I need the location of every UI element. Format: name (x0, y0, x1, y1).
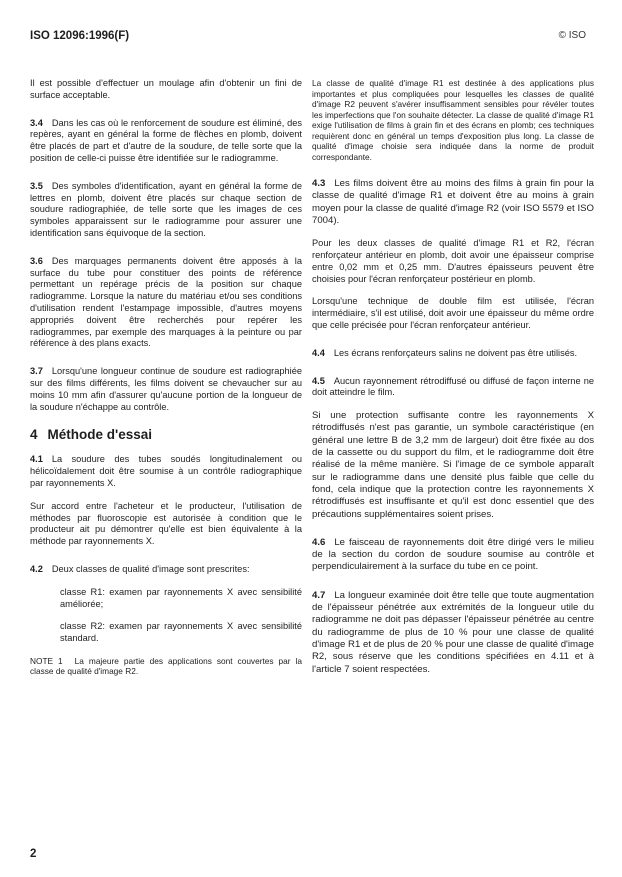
note-text: La majeure partie des applications sont couvertes par la classe de qualité d'image R2. (30, 655, 302, 677)
section-number: 4 (30, 427, 38, 443)
clause-text: Les écrans renforçateurs salins ne doivent pas être utilisés. (333, 347, 578, 358)
clause-4-7 (312, 590, 594, 676)
left-column (30, 78, 302, 677)
clause-4-5 (312, 376, 594, 400)
clause-number: 4.2 (30, 563, 43, 574)
page-number: 2 (30, 848, 37, 860)
clause-number: 3.4 (30, 117, 43, 128)
clause-4-3-paragraph-2: Pour les deux classes de qualité d'image R1 et R2, l'écran renforçateur antérieur en plomb, doit avoir une épaisseur comprise entre 0,02 mm et 0,25 mm. D'autres épaisseurs peuvent être choisies pour l'écran renforçateur postérieur en plomb. (312, 238, 594, 284)
intro-paragraph: Il est possible d'effectuer un moulage afin d'obtenir un fini de surface acceptable. (30, 78, 302, 100)
clause-3-5 (30, 181, 302, 240)
section-title: Méthode d'essai (47, 427, 153, 443)
clause-number: 4.1 (30, 454, 43, 465)
clause-text: La longueur examinée doit être telle que toute augmentation de l'épaisseur pénétrée aux extrémités de la longueur utile du radiogramme ne doit pas dépasser l'épaisseur pénétrée au centre du radiogramme de plus de 10 % pour une classe de qualité d'image R1 et de plus de 20 % pour une classe de qualité d'image R2, sous réserve que les conditions spécifiées en 4.11 et à l'article 7 soient respectées. (312, 589, 594, 675)
note-1 (30, 656, 302, 677)
clause-text: Dans les cas où le renforcement de soudure est éliminé, des repères, ayant en général la forme de flèches en plomb, doivent être placés de part et d'autre de la soudure, de telle sorte que la position de celle-ci puisse être identifiée sur le radiogramme. (30, 117, 302, 163)
clause-text: Aucun rayonnement rétrodiffusé ou diffusé de façon interne ne doit atteindre le film. (312, 375, 594, 398)
clause-4-4 (312, 348, 594, 360)
clause-4-6 (312, 537, 594, 574)
copyright-mark: © ISO (558, 30, 586, 41)
standard-reference: ISO 12096:1996(F) (30, 30, 130, 42)
right-column (312, 78, 594, 687)
clause-text: Deux classes de qualité d'image sont prescrites: (51, 563, 250, 574)
clause-3-7 (30, 366, 302, 413)
clause-text: Le faisceau de rayonnements doit être dirigé vers le milieu de la section du cordon de soudure soumise au contrôle et perpendiculairement à la surface du tube en ce point. (312, 536, 594, 573)
clause-number: 4.7 (312, 589, 326, 601)
clause-4-3 (312, 178, 594, 227)
clause-text: Des symboles d'identification, ayant en général la forme de lettres en plomb, doivent être placés sur chaque section de soudure radiographiée, de telle sorte que les images de ces symboles apparaissent sur le radiogramme pour assurer une identification sans équivoque de la section. (30, 180, 302, 238)
clause-number: 4.6 (312, 536, 326, 548)
section-4-heading (30, 427, 302, 442)
clause-3-4 (30, 118, 302, 165)
clause-4-5-paragraph: Si une protection suffisante contre les rayonnements X rétrodiffusés n'est pas garantie, un symbole caractéristique (en général une lettre B de 3,2 mm de largeur) doit être fixée au dos de la cassette ou du support du film, et le radiogramme doit être réalisé de la même manière. Si l'image de ce symbole apparaît sur le radiogramme dans une densité plus faible que celle du fond, cela indique que la protection contre les rayonnements X rétrodiffusés est insuffisante et qu'il est donc essentiel que des précautions supplémentaires soient prises. (312, 410, 594, 520)
class-r1-explanation: La classe de qualité d'image R1 est destinée à des applications plus importantes et plus compliquées pour lesquelles les classes de qualité d'image R2 peuvent s'avérer insuffisamment sensibles pour révéler toutes les imperfections que l'on souhaite détecter. La classe de qualité d'image R1 exige l'utilisation de films à grain fin et des écrans en plomb; ces techniques requièrent donc en général un temps d'exposition plus long. La classe de qualité d'image choisie sera indiquée dans la norme de produit correspondante. (312, 78, 594, 162)
clause-text: Les films doivent être au moins des films à grain fin pour la classe de qualité d'image R1 et doivent être au moins à grain moyen pour la classe de qualité d'image R2 (voir ISO 5579 et ISO 7004). (312, 178, 594, 226)
class-r2-item: classe R2: examen par rayonnements X avec sensibilité standard. (60, 621, 302, 644)
clause-number: 3.7 (30, 366, 43, 377)
class-r1-item: classe R1: examen par rayonnements X avec sensibilité améliorée; (60, 586, 302, 609)
clause-text: La soudure des tubes soudés longitudinalement ou hélicoïdalement doit être soumise à un contrôle radiographique par rayonnements X. (30, 454, 302, 488)
clause-number: 3.6 (30, 255, 43, 266)
clause-4-2 (30, 564, 302, 576)
clause-3-6 (30, 256, 302, 350)
clause-text: Lorsqu'une longueur continue de soudure est radiographiée sur des films différents, les films doivent se chevaucher sur au moins 10 mm afin d'assurer qu'aucune portion de la longueur de la soudure n'échappe au contrôle. (30, 366, 302, 412)
clause-number: 3.5 (30, 180, 43, 191)
note-label: NOTE 1 (30, 655, 63, 666)
clause-text: Des marquages permanents doivent être apposés à la surface du tube pour constituer des points de référence permettant un repérage précis de la position sur chaque radiogramme. Lorsque la nature du matériau et/ou ses conditions d'utilisation rendent l'estampage impossible, d'autres moyens appropriés doivent être recherchés pour repérer les radiogrammes, par exemple des marquages à la peinture ou par référence à des plans exacts. (30, 255, 302, 349)
clause-4-1-paragraph: Sur accord entre l'acheteur et le producteur, l'utilisation de méthodes par fluoroscopie est autorisée à condition que le producteur ait pu démontrer qu'elle est bien équivalente à la méthode par rayonnements X. (30, 500, 302, 547)
clause-number: 4.3 (312, 178, 326, 189)
clause-4-3-paragraph-3: Lorsqu'une technique de double film est utilisée, l'écran intermédiaire, s'il est utilisé, doit avoir une épaisseur du même ordre que celle précisée pour l'écran renforçateur antérieur. (312, 296, 594, 330)
clause-number: 4.5 (312, 375, 325, 386)
clause-number: 4.4 (312, 347, 325, 358)
clause-4-1 (30, 454, 302, 489)
